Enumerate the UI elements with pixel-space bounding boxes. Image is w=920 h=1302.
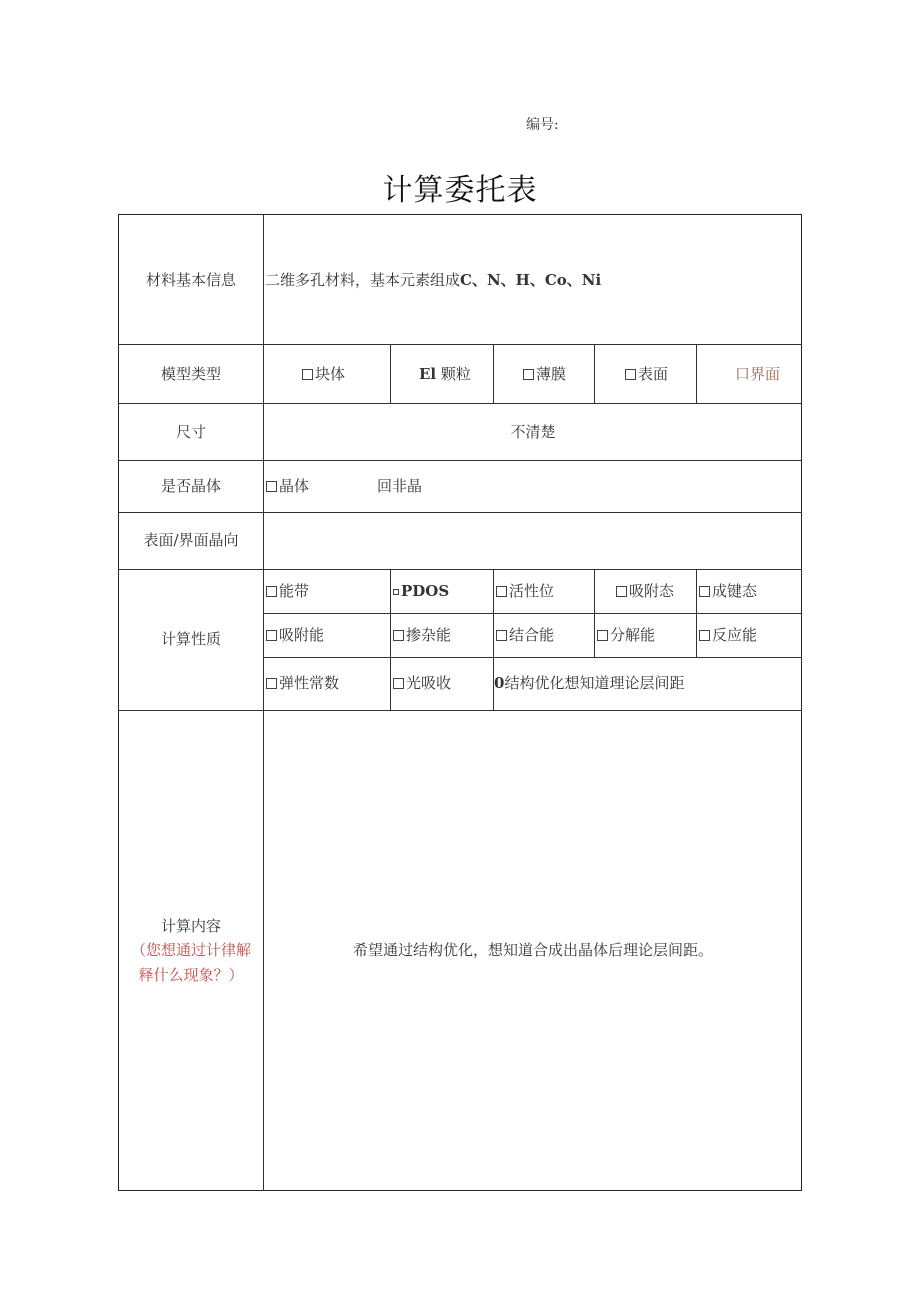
property-option-reaction-energy[interactable]: 反应能	[699, 625, 757, 645]
form-title: 计算委托表	[382, 173, 538, 208]
checkbox-icon	[496, 586, 507, 597]
property-option-structure-optimization[interactable]: 0结构优化想知道理论层间距	[494, 674, 685, 692]
property-option-binding-energy[interactable]: 结合能	[496, 625, 554, 645]
mark-glyph: 0	[494, 674, 505, 692]
row-divider	[119, 344, 802, 345]
property-option-doping-energy[interactable]: 掺杂能	[393, 625, 451, 645]
row-divider	[119, 710, 802, 711]
content-hint-line1: （您想通过计律解	[130, 941, 251, 959]
checkbox-icon	[699, 630, 710, 641]
material-description: 二维多孔材料，基本元素组成	[265, 271, 461, 289]
checkbox-icon	[393, 589, 399, 595]
size-value: 不清楚	[510, 423, 556, 441]
checkbox-icon	[266, 481, 277, 492]
checkbox-icon	[266, 586, 277, 597]
row-divider	[119, 569, 802, 570]
row-divider	[119, 460, 802, 461]
row-divider	[119, 403, 802, 404]
property-option-decomposition-energy[interactable]: 分解能	[597, 625, 655, 645]
properties-row-divider	[263, 613, 802, 614]
model-option-interface[interactable]: 口界面	[735, 365, 781, 383]
model-type-divider-3	[594, 344, 595, 403]
checkbox-icon	[625, 369, 636, 380]
mark-glyph: El	[419, 365, 437, 383]
property-option-band[interactable]: 能带	[266, 581, 309, 601]
model-option-film[interactable]: 薄膜	[523, 364, 566, 384]
checkbox-icon	[616, 586, 627, 597]
commission-form-table	[118, 214, 802, 1191]
checkbox-icon	[699, 586, 710, 597]
property-option-adsorption-state[interactable]: 吸附态	[616, 581, 674, 601]
model-option-particle[interactable]: El 颗粒	[419, 365, 471, 383]
checkbox-icon	[302, 369, 313, 380]
checkbox-icon	[523, 369, 534, 380]
content-value[interactable]: 希望通过结构优化，想知道合成出晶体后理论层间距。	[352, 941, 713, 959]
crystal-option-crystal[interactable]: 晶体	[266, 476, 309, 496]
property-option-light-absorption[interactable]: 光吸收	[393, 673, 451, 693]
checkbox-icon	[393, 630, 404, 641]
label-column-divider	[263, 215, 264, 1191]
properties-divider-1	[390, 569, 391, 710]
property-option-elastic-constants[interactable]: 弹性常数	[266, 673, 339, 693]
checkbox-icon	[393, 678, 404, 689]
orientation-label: 表面/界面晶向	[143, 531, 239, 549]
checkbox-icon	[266, 630, 277, 641]
checkbox-icon	[597, 630, 608, 641]
material-info-value	[265, 270, 601, 290]
content-hint-line2: 释什么现象？）	[138, 966, 244, 984]
crystal-label: 是否晶体	[160, 477, 221, 495]
model-option-bulk[interactable]: 块体	[302, 364, 345, 384]
property-option-adsorption-energy[interactable]: 吸附能	[266, 625, 324, 645]
properties-row-divider	[263, 657, 802, 658]
mark-glyph: 回	[377, 477, 393, 495]
size-label: 尺寸	[175, 423, 206, 441]
content-label: 计算内容	[160, 917, 221, 935]
row-divider	[119, 512, 802, 513]
properties-label: 计算性质	[160, 630, 221, 648]
mark-glyph: 口	[735, 365, 751, 383]
material-elements: C、N、H、Co、Ni	[460, 271, 602, 289]
crystal-option-amorphous[interactable]: 回非晶	[377, 477, 423, 495]
model-type-divider-1	[390, 344, 391, 403]
checkbox-icon	[496, 630, 507, 641]
serial-number-label: 编号:	[526, 117, 559, 133]
property-option-pdos[interactable]: PDOS	[393, 581, 449, 601]
property-option-active-site[interactable]: 活性位	[496, 581, 554, 601]
model-type-divider-4	[696, 344, 697, 403]
property-option-bonding-state[interactable]: 成键态	[699, 581, 757, 601]
model-type-label: 模型类型	[160, 365, 221, 383]
checkbox-icon	[266, 678, 277, 689]
material-info-label: 材料基本信息	[145, 271, 236, 289]
model-option-surface[interactable]: 表面	[625, 364, 668, 384]
model-type-divider-2	[493, 344, 494, 403]
